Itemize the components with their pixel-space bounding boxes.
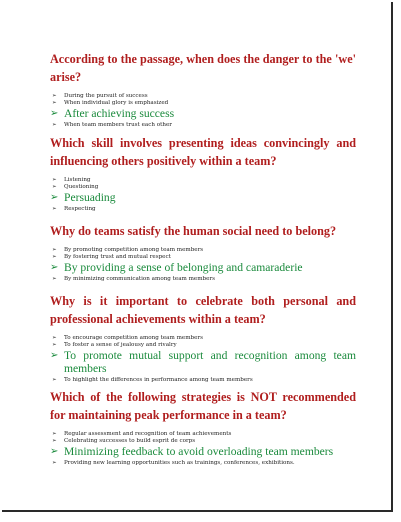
option-item: ➢ To encourage competition among team members — [50, 335, 356, 342]
option-item: ➢ During the pursuit of success — [50, 93, 356, 100]
option-item: ➢ Celebrating successes to build esprit de corps — [50, 438, 356, 445]
question-text: Which skill involves presenting ideas convincingly and influencing others positively within a team? — [50, 136, 356, 168]
question-block — [50, 388, 356, 467]
option-item: ➢ To foster a sense of jealousy and rivalry — [50, 342, 356, 349]
question-text: Why is it important to celebrate both personal and professional achievements within a team? — [50, 294, 356, 326]
options-list — [50, 93, 356, 129]
option-item: ➢ When team members trust each other — [50, 122, 356, 129]
options-list — [50, 335, 356, 384]
correct-answer-item: ➢ To promote mutual support and recognition among team members — [50, 350, 356, 375]
correct-answer-item: ➢ After achieving success — [50, 108, 356, 121]
option-item: ➢ Respecting — [50, 206, 356, 213]
correct-answer-item: ➢ Persuading — [50, 192, 356, 205]
question-block — [50, 134, 356, 213]
correct-answer-item: ➢ By providing a sense of belonging and camaraderie — [50, 262, 356, 275]
options-list — [50, 247, 356, 283]
option-item: ➢ To highlight the differences in performance among team members — [50, 377, 356, 384]
options-list — [50, 177, 356, 213]
quiz-page — [2, 2, 393, 512]
option-item: ➢ Providing new learning opportunities such as trainings, conferences, exhibitions. — [50, 460, 356, 467]
option-item: ➢ By promoting competition among team members — [50, 247, 356, 254]
correct-answer-item: ➢ Minimizing feedback to avoid overloading team members — [50, 446, 356, 459]
question-block — [50, 222, 356, 283]
question-text: Why do teams satisfy the human social need to belong? — [50, 224, 337, 238]
question-block — [50, 50, 356, 129]
option-item: ➢ By minimizing communication among team members — [50, 276, 356, 283]
option-item: ➢ When individual glory is emphasized — [50, 100, 356, 107]
option-item: ➢ Questioning — [50, 184, 356, 191]
question-text: Which of the following strategies is NOT recommended for maintaining peak performance in a team? — [50, 390, 356, 422]
option-item: ➢ By fostering trust and mutual respect — [50, 254, 356, 261]
option-item: ➢ Listening — [50, 177, 356, 184]
question-block — [50, 292, 356, 384]
options-list — [50, 431, 356, 467]
question-text: According to the passage, when does the danger to the 'we' arise? — [50, 52, 356, 84]
option-item: ➢ Regular assessment and recognition of team achievements — [50, 431, 356, 438]
